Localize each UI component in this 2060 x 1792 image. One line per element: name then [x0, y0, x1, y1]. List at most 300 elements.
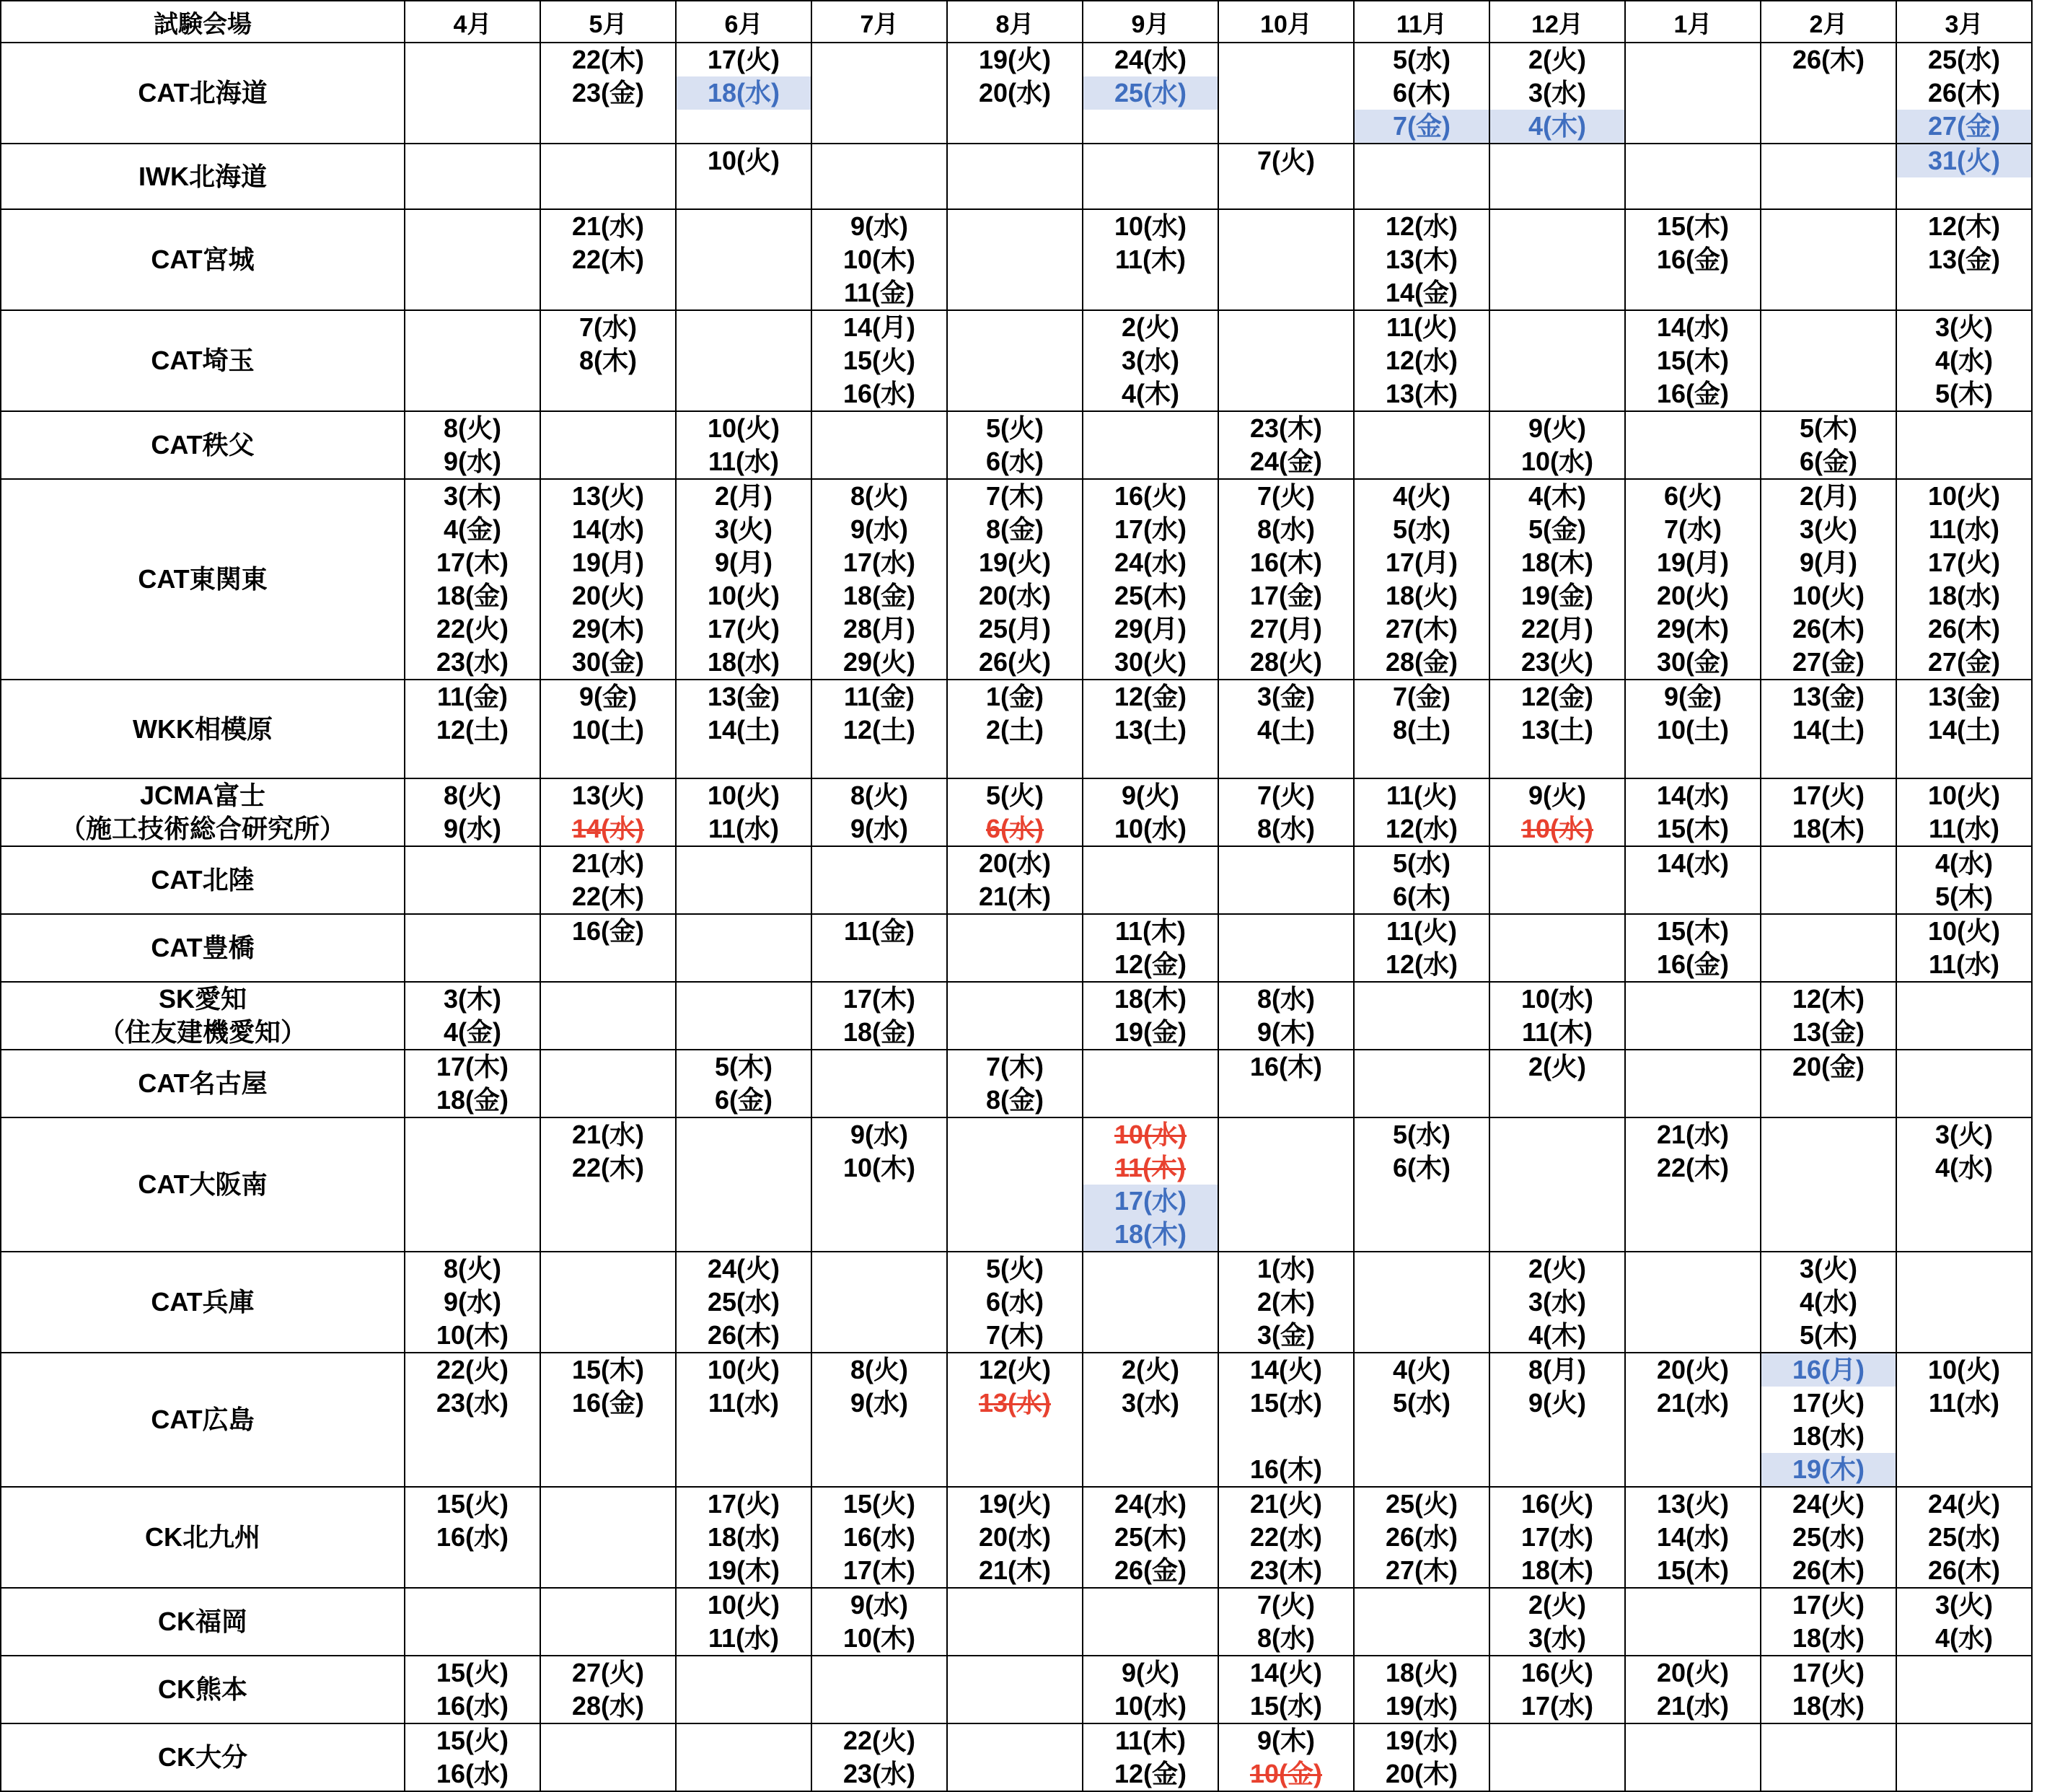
exam-date: 11(火) [1386, 916, 1458, 946]
schedule-cell [811, 43, 947, 144]
schedule-cell [1218, 778, 1354, 846]
schedule-cell [1489, 1252, 1625, 1353]
exam-date: 17(火) [707, 45, 780, 74]
schedule-cell [1489, 144, 1625, 209]
exam-date: 24(火) [707, 1254, 780, 1283]
schedule-cell [1896, 680, 2032, 778]
venue-name-line: CAT豊橋 [151, 933, 255, 962]
venue-name-line: IWK北海道 [138, 161, 267, 191]
schedule-cell [1761, 43, 1896, 144]
schedule-cell [1489, 411, 1625, 479]
schedule-cell [1761, 310, 1896, 411]
schedule-cell [540, 1487, 676, 1588]
exam-date: 9(金) [579, 682, 637, 711]
schedule-cell [540, 1252, 676, 1353]
exam-date: 4(水) [1800, 1287, 1857, 1317]
exam-date: 18(金) [436, 1085, 509, 1115]
exam-date: 13(金) [1792, 682, 1865, 711]
exam-date: 6(木) [1393, 882, 1451, 911]
exam-date: 9(水) [444, 447, 501, 476]
schedule-cell [1354, 209, 1489, 310]
schedule-cell [1218, 680, 1354, 778]
added-exam-date: 4(木) [1490, 110, 1624, 143]
exam-date: 2(火) [1122, 312, 1179, 342]
venue-name-line: （住友建機愛知） [98, 1017, 307, 1047]
schedule-cell [1761, 914, 1896, 982]
schedule-cell [676, 1353, 811, 1487]
exam-date: 15(火) [436, 1489, 509, 1519]
exam-date: 2(火) [1528, 1590, 1586, 1620]
exam-date: 5(木) [1800, 413, 1857, 443]
exam-date: 14(月) [842, 312, 916, 342]
schedule-cell [1489, 778, 1625, 846]
exam-date: 15(木) [1656, 814, 1730, 843]
exam-date: 17(木) [436, 1052, 509, 1081]
schedule-cell [1625, 1487, 1761, 1588]
exam-date: 16(木) [1249, 1052, 1323, 1081]
exam-date: 25(水) [1927, 1522, 2001, 1552]
venue-name-line: CAT東関東 [138, 564, 268, 594]
exam-date: 25(水) [1927, 45, 2001, 74]
exam-date: 10(火) [1927, 1355, 2001, 1384]
exam-date: 7(木) [986, 1052, 1044, 1081]
venue-name [1, 1588, 405, 1656]
schedule-cell [1354, 1117, 1489, 1252]
schedule-cell [811, 479, 947, 680]
exam-date: 7(金) [1393, 682, 1451, 711]
schedule-cell [1896, 846, 2032, 914]
month-header: 2月 [1761, 1, 1896, 43]
exam-date: 17(火) [1792, 1388, 1865, 1418]
schedule-cell [405, 310, 540, 411]
exam-date: 13(金) [707, 682, 780, 711]
venue-name-line: CAT名古屋 [138, 1068, 268, 1098]
schedule-cell [540, 778, 676, 846]
schedule-cell [1896, 479, 2032, 680]
schedule-cell [1489, 209, 1625, 310]
exam-date: 8(水) [1257, 814, 1315, 843]
exam-date: 27(木) [1385, 614, 1458, 644]
exam-date: 6(木) [1393, 78, 1451, 107]
schedule-cell [811, 1252, 947, 1353]
exam-date: 9(水) [850, 814, 908, 843]
schedule-cell [1625, 43, 1761, 144]
venue-row [1, 1117, 2032, 1252]
exam-date: 12(木) [1792, 984, 1865, 1014]
schedule-cell [947, 1588, 1083, 1656]
exam-date: 10(木) [842, 245, 916, 274]
exam-date: 17(木) [436, 548, 509, 577]
exam-date: 22(木) [571, 1153, 645, 1182]
exam-date: 19(火) [978, 1489, 1052, 1519]
schedule-cell [1761, 1723, 1896, 1791]
exam-date: 4(木) [1122, 379, 1179, 408]
schedule-cell [540, 1723, 676, 1791]
exam-date: 3(水) [1528, 78, 1586, 107]
exam-date: 13(火) [571, 481, 645, 511]
cancelled-exam-date: 10(金) [1249, 1759, 1323, 1788]
exam-date: 20(水) [978, 848, 1052, 878]
month-header: 12月 [1489, 1, 1625, 43]
schedule-cell [811, 1117, 947, 1252]
schedule-cell [1218, 43, 1354, 144]
schedule-cell [947, 1252, 1083, 1353]
exam-date: 21(木) [978, 1555, 1052, 1585]
schedule-cell [1083, 1723, 1218, 1791]
schedule-cell [1354, 310, 1489, 411]
schedule-cell [676, 914, 811, 982]
exam-date: 22(木) [571, 245, 645, 274]
exam-date: 26(金) [1114, 1555, 1187, 1585]
schedule-cell [1083, 411, 1218, 479]
exam-date: 26(木) [1927, 78, 2001, 107]
exam-date: 9(水) [850, 1590, 908, 1620]
venue-row [1, 846, 2032, 914]
exam-date: 21(木) [978, 882, 1052, 911]
exam-date: 16(金) [1656, 379, 1730, 408]
month-header: 10月 [1218, 1, 1354, 43]
venue-name-line: CAT埼玉 [151, 346, 255, 375]
exam-date: 5(火) [986, 781, 1044, 810]
exam-date: 14(金) [1385, 278, 1458, 307]
schedule-cell [1761, 982, 1896, 1050]
schedule-cell [1761, 144, 1896, 209]
exam-date: 26(木) [1792, 1555, 1865, 1585]
venue-name [1, 43, 405, 144]
exam-date: 5(水) [1393, 514, 1451, 544]
schedule-cell [1896, 1656, 2032, 1723]
venue-row [1, 1487, 2032, 1588]
venue-name [1, 1723, 405, 1791]
schedule-cell [811, 1656, 947, 1723]
schedule-cell [1625, 914, 1761, 982]
exam-date: 28(水) [571, 1691, 645, 1721]
exam-date: 12(水) [1385, 814, 1458, 843]
exam-date: 7(火) [1257, 146, 1315, 175]
exam-date: 4(水) [1935, 1623, 1993, 1653]
schedule-cell [1625, 144, 1761, 209]
schedule-cell [1896, 209, 2032, 310]
schedule-cell [811, 144, 947, 209]
schedule-cell [676, 479, 811, 680]
schedule-cell [1761, 778, 1896, 846]
schedule-cell [947, 144, 1083, 209]
exam-date: 10(火) [1792, 581, 1865, 610]
venue-row [1, 1353, 2032, 1487]
schedule-cell [676, 411, 811, 479]
exam-date: 15(火) [436, 1658, 509, 1687]
exam-date: 8(金) [986, 514, 1044, 544]
venue-row [1, 1656, 2032, 1723]
exam-date: 6(火) [1664, 481, 1722, 511]
exam-date: 4(土) [1257, 715, 1315, 745]
exam-date: 22(月) [1520, 614, 1594, 644]
exam-date: 10(水) [1114, 211, 1187, 241]
exam-date: 26(火) [978, 647, 1052, 677]
exam-date: 12(水) [1385, 211, 1458, 241]
exam-date: 10(水) [1520, 984, 1594, 1014]
schedule-cell [1896, 1487, 2032, 1588]
schedule-cell [1354, 846, 1489, 914]
venue-name [1, 1050, 405, 1117]
exam-date: 21(水) [571, 848, 645, 878]
schedule-cell [1354, 1487, 1489, 1588]
exam-date: 15(木) [1656, 346, 1730, 375]
exam-date: 5(木) [1935, 882, 1993, 911]
exam-date: 19(月) [571, 548, 645, 577]
venue-name-line: CAT北陸 [151, 865, 255, 895]
exam-date: 16(金) [571, 1388, 645, 1418]
schedule-cell [947, 1050, 1083, 1117]
exam-date: 10(木) [436, 1320, 509, 1350]
schedule-cell [1354, 479, 1489, 680]
schedule-cell [1761, 680, 1896, 778]
exam-date: 25(水) [707, 1287, 780, 1317]
schedule-cell [1354, 144, 1489, 209]
exam-date: 14(水) [1656, 781, 1730, 810]
exam-date: 11(水) [708, 814, 780, 843]
schedule-cell [1489, 1723, 1625, 1791]
exam-date: 5(水) [1393, 45, 1451, 74]
schedule-cell [811, 914, 947, 982]
month-header: 11月 [1354, 1, 1489, 43]
exam-date: 6(木) [1393, 1153, 1451, 1182]
added-exam-date: 7(金) [1355, 110, 1489, 143]
exam-date: 27(木) [1385, 1555, 1458, 1585]
schedule-cell [1218, 1487, 1354, 1588]
added-exam-date: 19(木) [1761, 1453, 1896, 1486]
exam-date: 26(水) [1385, 1522, 1458, 1552]
schedule-cell [405, 680, 540, 778]
exam-date: 16(火) [1114, 481, 1187, 511]
schedule-cell [1761, 209, 1896, 310]
exam-date: 23(水) [436, 1388, 509, 1418]
cancelled-exam-date: 10(水) [1520, 814, 1594, 843]
exam-date: 3(火) [1800, 514, 1857, 544]
exam-date: 5(木) [1935, 379, 1993, 408]
schedule-cell [1218, 1723, 1354, 1791]
schedule-cell [1218, 1353, 1354, 1487]
exam-date: 12(木) [1927, 211, 2001, 241]
schedule-cell [1083, 144, 1218, 209]
exam-date: 21(水) [1656, 1691, 1730, 1721]
exam-date: 29(火) [842, 647, 916, 677]
exam-date: 11(水) [1928, 1388, 2000, 1418]
exam-date: 27(火) [571, 1658, 645, 1687]
venue-name-line: CK北九州 [145, 1522, 260, 1552]
exam-date: 19(火) [978, 45, 1052, 74]
exam-date: 8(火) [850, 1355, 908, 1384]
venue-name-line: CAT大阪南 [138, 1169, 268, 1199]
exam-date: 22(木) [571, 45, 645, 74]
exam-date: 12(水) [1385, 346, 1458, 375]
exam-date: 23(木) [1249, 1555, 1323, 1585]
exam-date: 20(金) [1792, 1052, 1865, 1081]
schedule-cell [676, 846, 811, 914]
schedule-cell [1218, 914, 1354, 982]
exam-date: 3(火) [1800, 1254, 1857, 1283]
schedule-cell [1761, 411, 1896, 479]
exam-date: 27(金) [1927, 647, 2001, 677]
exam-date: 10(水) [1114, 1691, 1187, 1721]
exam-date: 26(木) [1792, 45, 1865, 74]
exam-date: 29(木) [571, 614, 645, 644]
schedule-cell [1896, 43, 2032, 144]
schedule-cell [1083, 1117, 1218, 1252]
exam-date: 4(火) [1393, 481, 1451, 511]
exam-date: 3(木) [444, 481, 501, 511]
exam-date: 24(火) [1927, 1489, 2001, 1519]
exam-date: 14(水) [1656, 848, 1730, 878]
exam-date: 10(土) [1656, 715, 1730, 745]
exam-date: 11(金) [843, 916, 915, 946]
schedule-cell [405, 982, 540, 1050]
schedule-cell [1489, 1588, 1625, 1656]
schedule-cell [1625, 411, 1761, 479]
exam-date: 10(火) [707, 413, 780, 443]
exam-date: 17(火) [707, 614, 780, 644]
exam-date: 16(水) [436, 1759, 509, 1788]
venue-row [1, 1723, 2032, 1791]
exam-date: 9(水) [444, 814, 501, 843]
exam-date: 21(水) [571, 211, 645, 241]
schedule-cell [1625, 1252, 1761, 1353]
month-header: 4月 [405, 1, 540, 43]
schedule-cell [1489, 310, 1625, 411]
schedule-cell [1896, 1353, 2032, 1487]
venue-name-line: CAT北海道 [138, 78, 268, 107]
schedule-cell [811, 846, 947, 914]
exam-date: 10(火) [1927, 781, 2001, 810]
venue-row [1, 411, 2032, 479]
exam-date: 16(水) [842, 379, 916, 408]
exam-date: 3(水) [1528, 1287, 1586, 1317]
schedule-cell [405, 1656, 540, 1723]
schedule-cell [1083, 1050, 1218, 1117]
exam-date: 14(火) [1249, 1355, 1323, 1384]
exam-date: 11(金) [436, 682, 509, 711]
exam-date: 18(水) [1792, 1623, 1865, 1653]
schedule-cell [676, 982, 811, 1050]
schedule-cell [676, 1252, 811, 1353]
venue-name-line: CK大分 [158, 1742, 247, 1772]
exam-date: 15(水) [1249, 1691, 1323, 1721]
exam-date: 18(水) [707, 647, 780, 677]
exam-date: 28(火) [1249, 647, 1323, 677]
schedule-cell [540, 1117, 676, 1252]
exam-date: 8(水) [1257, 514, 1315, 544]
schedule-cell [1625, 982, 1761, 1050]
exam-date: 5(水) [1393, 848, 1451, 878]
schedule-cell [540, 680, 676, 778]
schedule-cell [1218, 310, 1354, 411]
schedule-cell [947, 1117, 1083, 1252]
schedule-cell [540, 1050, 676, 1117]
exam-date: 28(月) [842, 614, 916, 644]
schedule-cell [1761, 1487, 1896, 1588]
schedule-cell [1625, 209, 1761, 310]
schedule-cell [405, 479, 540, 680]
exam-date: 21(火) [1249, 1489, 1323, 1519]
schedule-cell [405, 1117, 540, 1252]
exam-date: 9(月) [1800, 548, 1857, 577]
exam-date: 18(木) [1792, 814, 1865, 843]
schedule-cell [947, 914, 1083, 982]
schedule-cell [1354, 1050, 1489, 1117]
added-exam-date: 18(木) [1083, 1218, 1218, 1251]
exam-date: 20(水) [978, 1522, 1052, 1552]
schedule-cell [1354, 680, 1489, 778]
exam-date: 2(火) [1122, 1355, 1179, 1384]
exam-date: 25(水) [1792, 1522, 1865, 1552]
schedule-cell [1218, 411, 1354, 479]
schedule-cell [1218, 479, 1354, 680]
exam-date: 1(水) [1257, 1254, 1315, 1283]
exam-date: 22(木) [1656, 1153, 1730, 1182]
exam-date: 16(火) [1520, 1489, 1594, 1519]
schedule-cell [1083, 1588, 1218, 1656]
exam-date: 29(月) [1114, 614, 1187, 644]
schedule-cell [811, 1723, 947, 1791]
exam-date: 11(金) [843, 278, 915, 307]
exam-date: 4(水) [1935, 346, 1993, 375]
venue-name-line: （施工技術総合研究所） [59, 814, 345, 843]
exam-date: 24(火) [1792, 1489, 1865, 1519]
schedule-cell [811, 1487, 947, 1588]
schedule-cell [811, 1588, 947, 1656]
exam-date: 18(水) [1792, 1691, 1865, 1721]
venue-row [1, 982, 2032, 1050]
schedule-cell [1489, 982, 1625, 1050]
venue-name-line: CAT宮城 [151, 245, 255, 274]
schedule-cell [947, 209, 1083, 310]
schedule-cell [1625, 1117, 1761, 1252]
exam-date: 10(火) [707, 1590, 780, 1620]
month-header: 1月 [1625, 1, 1761, 43]
exam-date: 3(金) [1257, 682, 1315, 711]
schedule-cell [1489, 1353, 1625, 1487]
exam-date: 8(土) [1393, 715, 1451, 745]
month-header: 9月 [1083, 1, 1218, 43]
exam-date: 19(金) [1520, 581, 1594, 610]
exam-date: 15(木) [571, 1355, 645, 1384]
schedule-cell [1354, 1656, 1489, 1723]
schedule-cell [1625, 1050, 1761, 1117]
exam-date: 24(水) [1114, 45, 1187, 74]
schedule-cell [1218, 209, 1354, 310]
cancelled-exam-date: 6(水) [986, 814, 1044, 843]
exam-date: 19(月) [1656, 548, 1730, 577]
schedule-cell [1354, 1588, 1489, 1656]
schedule-cell [676, 1656, 811, 1723]
schedule-cell [1761, 1656, 1896, 1723]
schedule-cell [1896, 1588, 2032, 1656]
exam-date: 11(水) [1928, 949, 2000, 979]
exam-date: 10(木) [842, 1623, 916, 1653]
exam-date: 12(火) [978, 1355, 1052, 1384]
exam-date: 11(火) [1386, 781, 1458, 810]
exam-date: 23(木) [1249, 413, 1323, 443]
exam-date: 7(水) [579, 312, 637, 342]
exam-date: 17(火) [1792, 1658, 1865, 1687]
exam-date: 2(土) [986, 715, 1044, 745]
exam-date: 12(金) [1114, 949, 1187, 979]
venue-row [1, 144, 2032, 209]
schedule-cell [676, 310, 811, 411]
venue-row [1, 1252, 2032, 1353]
exam-date: 15(火) [842, 1489, 916, 1519]
cancelled-exam-date: 10(水) [1114, 1120, 1187, 1149]
